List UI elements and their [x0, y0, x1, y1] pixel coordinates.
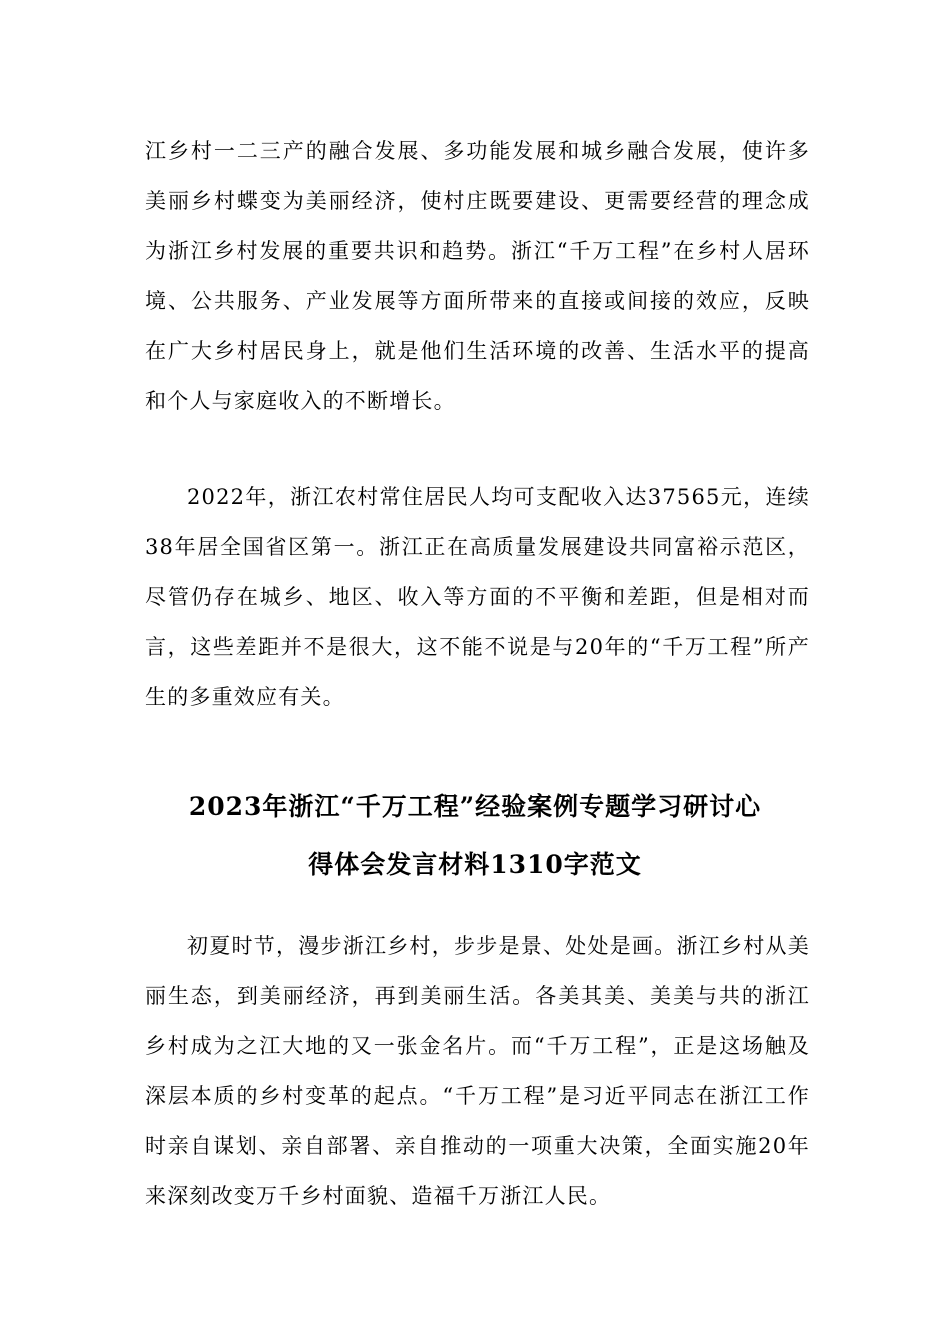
title-line-1: 2023年浙江“千万工程”经验案例专题学习研讨心 [188, 792, 762, 821]
title-line-2: 得体会发言材料1310字范文 [308, 850, 642, 879]
paragraph-intro: 初夏时节，漫步浙江乡村，步步是景、处处是画。浙江乡村从美丽生态，到美丽经济，再到美丽生活。各美其美、美美与共的浙江乡村成为之江大地的又一张金名片。而“千万工程”，正是这场触及深层本质的乡村变革的起点。“千万工程”是习近平同志在浙江工作时亲自谋划、亲自部署、亲自推动的一项重大决策，全面实施20年来深刻改变万千乡村面貌、造福千万浙江人民。 [145, 934, 810, 1208]
document-title [120, 778, 830, 894]
paragraph-continued: 江乡村一二三产的融合发展、多功能发展和城乡融合发展，使许多美丽乡村蝶变为美丽经济，使村庄既要建设、更需要经营的理念成为浙江乡村发展的重要共识和趋势。浙江“千万工程”在乡村人居环境、公共服务、产业发展等方面所带来的直接或间接的效应，反映在广大乡村居民身上，就是他们生活环境的改善、生活水平的提高和个人与家庭收入的不断增长。 [145, 139, 810, 413]
paragraph-income: 2022年，浙江农村常住居民人均可支配收入达37565元，连续38年居全国省区第一。浙江正在高质量发展建设共同富裕示范区，尽管仍存在城乡、地区、收入等方面的不平衡和差距，但是相对而言，这些差距并不是很大，这不能不说是与20年的“千万工程”所产生的多重效应有关。 [145, 485, 810, 709]
